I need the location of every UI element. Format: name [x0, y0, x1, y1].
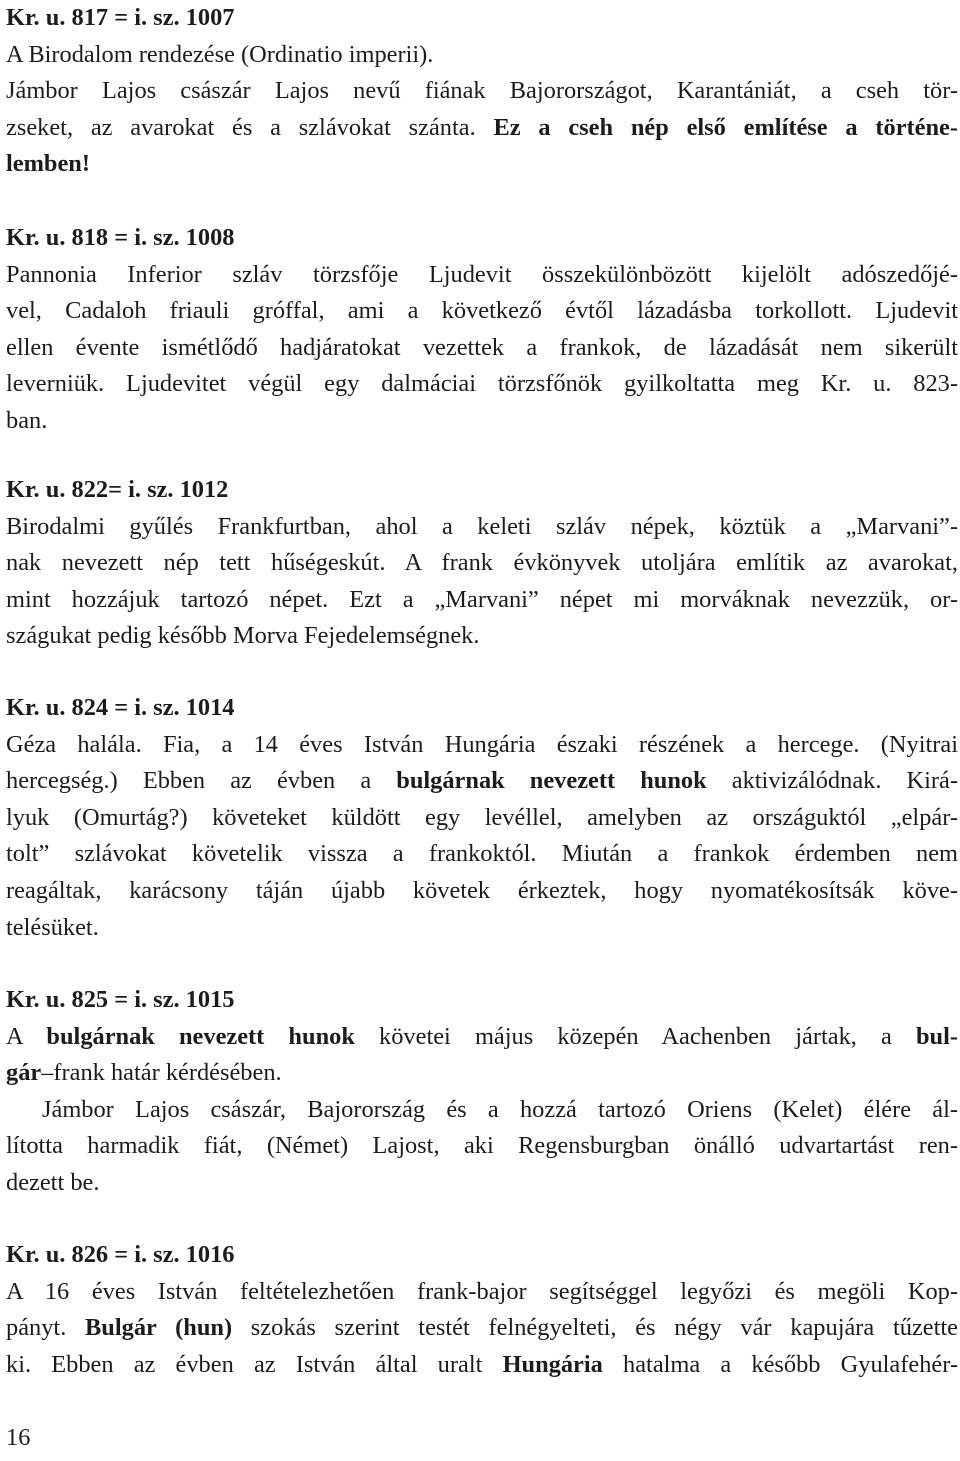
emphasis-text: Ez a cseh nép első említése a történe- — [493, 113, 958, 141]
emphasis-text: bul- — [915, 1022, 958, 1050]
entry-line: mint hozzájuk tartozó népet. Ezt a „Marvani” népet mi morváknak nevezzük, or- — [6, 585, 958, 613]
text-run: követei május közepén Aachenben jártak, a — [354, 1022, 916, 1050]
entry-817 — [6, 0, 958, 183]
entry-line: vel, Cadaloh friauli gróffal, ami a következő évtől lázadásba torkollott. Ljudevit — [6, 297, 958, 325]
text-run: pányt. — [6, 1314, 86, 1342]
entry-line: szágukat pedig később Morva Fejedelemségnek. — [6, 622, 480, 650]
entry-heading: Kr. u. 826 = i. sz. 1016 — [6, 1241, 235, 1268]
entry-line: A Birodalom rendezése (Ordinatio imperii). — [6, 40, 434, 68]
page-number: 16 — [6, 1424, 31, 1451]
entry-line: tolt” szlávokat követelik vissza a frankoktól. Miután a frankok érdemben nem — [6, 840, 958, 868]
emphasis-text: gár — [6, 1059, 42, 1087]
entry-826 — [6, 1237, 958, 1383]
emphasis-text: lemben! — [6, 150, 90, 178]
entry-line: Géza halála. Fia, a 14 éves István Hungária északi részének a hercege. (Nyitrai — [6, 730, 958, 758]
entry-line: leverniük. Ljudevitet végül egy dalmáciai törzsfőnök gyilkoltatta meg Kr. u. 823- — [6, 370, 958, 398]
entry-line: dezett be. — [6, 1168, 100, 1196]
entry-line: ellen évente ismétlődő hadjáratokat vezettek a frankok, de lázadását nem sikerült — [6, 333, 958, 361]
entry-line: ban. — [6, 406, 48, 434]
entry-822 — [6, 472, 958, 655]
entry-heading: Kr. u. 818 = i. sz. 1008 — [6, 224, 235, 251]
entry-line: Pannonia Inferior szláv törzsfője Ljudevit összekülönbözött kijelölt adószedőjé- — [6, 260, 958, 288]
entry-line — [6, 763, 958, 800]
emphasis-text: Bulgár (hun) — [85, 1314, 233, 1342]
text-run: ki. Ebben az évben az István által uralt — [6, 1350, 503, 1378]
text-run: hatalma a később Gyulafehér- — [602, 1350, 958, 1378]
text-run: hercegség.) Ebben az évben a — [6, 767, 397, 795]
entry-line — [6, 110, 958, 147]
entry-heading: Kr. u. 825 = i. sz. 1015 — [6, 986, 235, 1013]
entry-824 — [6, 690, 958, 946]
entry-line: Jámbor Lajos császár, Bajorország és a hozzá tartozó Oriens (Kelet) élére ál- — [42, 1095, 958, 1123]
entry-line: reagáltak, karácsony táján újabb követek érkeztek, hogy nyomatékosítsák köve- — [6, 876, 958, 904]
entry-line — [6, 1055, 958, 1092]
entry-line: telésüket. — [6, 913, 99, 941]
text-run: aktivizálódnak. Kirá- — [706, 767, 958, 795]
text-run: zseket, az avarokat és a szlávokat szánta. — [6, 113, 476, 141]
entry-line: Jámbor Lajos császár Lajos nevű fiának Bajorországot, Karantániát, a cseh tör- — [6, 77, 958, 105]
entry-line — [6, 1019, 958, 1056]
entry-line: A 16 éves István feltételezhetően frank-bajor segítséggel legyőzi és megöli Kop- — [6, 1277, 958, 1305]
entry-line: lította harmadik fiát, (Német) Lajost, aki Regensburgban önálló udvartartást ren- — [6, 1132, 958, 1160]
entry-line — [6, 1347, 958, 1384]
text-run: szokás szerint testét felnégyelteti, és négy vár kapujára tűzette — [232, 1314, 958, 1342]
entry-line — [6, 1310, 958, 1347]
entry-825 — [6, 982, 958, 1202]
text-run: –frank határ kérdésében. — [41, 1059, 282, 1087]
emphasis-text: bulgárnak nevezett hunok — [396, 767, 707, 795]
entry-heading: Kr. u. 824 = i. sz. 1014 — [6, 694, 235, 721]
entry-818 — [6, 220, 958, 440]
entry-heading: Kr. u. 822= i. sz. 1012 — [6, 476, 229, 503]
emphasis-text: Hungária — [502, 1350, 603, 1378]
emphasis-text: bulgárnak nevezett hunok — [46, 1022, 355, 1050]
entry-line: nak nevezett nép tett hűségeskút. A frank évkönyvek utoljára említik az avarokat, — [6, 549, 958, 577]
text-run: A — [6, 1022, 47, 1050]
entry-heading: Kr. u. 817 = i. sz. 1007 — [6, 4, 235, 31]
entry-line: lyuk (Omurtág?) követeket küldött egy levéllel, amelyben az országuktól „elpár- — [6, 803, 958, 831]
entry-line: Birodalmi gyűlés Frankfurtban, ahol a keleti szláv népek, köztük a „Marvani”- — [6, 512, 958, 540]
